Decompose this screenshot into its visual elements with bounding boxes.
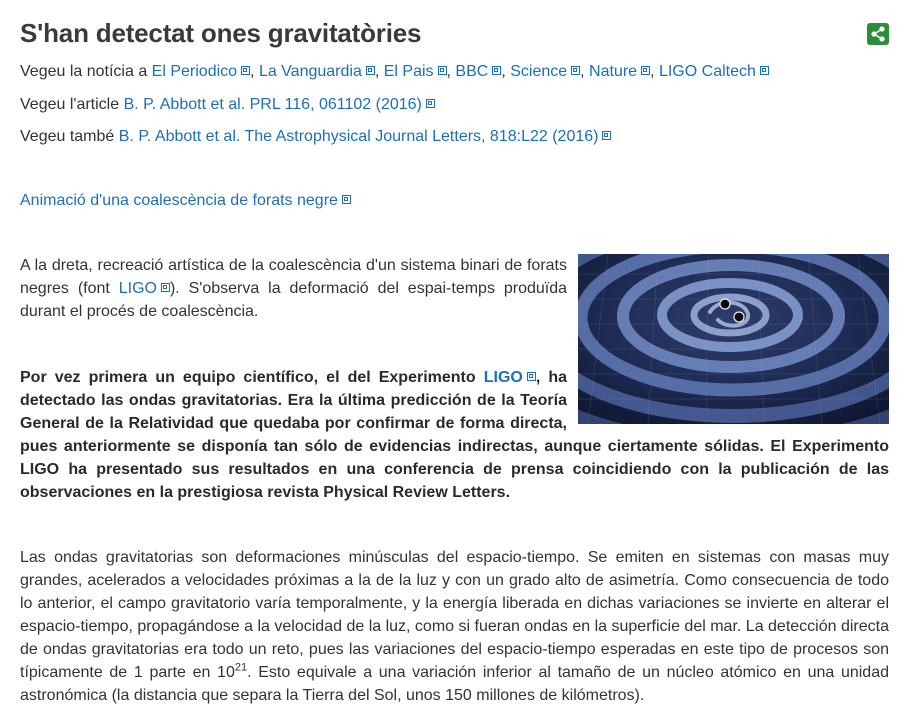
page-title: S'han detectat ones gravitatòries [20,18,422,48]
news-line: Vegeu la notícia a El Periodico , La Vanguardia , El Pais , BBC , Science , Nature , LIGO Caltech [20,62,769,82]
external-link-icon [342,195,351,204]
article-link[interactable]: B. P. Abbott et al. PRL 116, 061102 (2016) [123,96,422,113]
announcement-text-2: , ha detectado las ondas gravitatorias. Era la última predicción de la Teoría General de la Relatividad que quedaba por confirmar de forma directa, pues anteriormente se disponía tan sólo de evidencias indirectas, aunque ciertamente sólidas. El Experimento LIGO ha presentado sus resultados en una conferencia de prensa coincidiendo con la publicación de las observaciones en la prestigiosa revista Physical Review Letters. [20,369,889,501]
news-link-elpais[interactable]: El Pais [383,63,434,80]
animation-link[interactable]: Animació d'una coalescència de forats negre [20,192,338,209]
share-button[interactable] [867,23,889,45]
intro-paragraph [20,254,567,323]
news-link-lavanguardia[interactable]: La Vanguardia [258,63,362,80]
external-link-icon [241,66,250,75]
news-prefix: Vegeu la notícia a [20,63,148,80]
intro-text-2: ). S'observa la deformació del espai-temps produïda durant el procés de coalescència. [20,280,568,320]
external-link-icon [602,131,611,140]
also-prefix: Vegeu també [20,128,115,145]
news-link-bbc[interactable]: BBC [455,63,489,80]
external-link-icon [492,66,501,75]
announcement-paragraph [20,366,889,504]
intro-ligo-link[interactable]: LIGO [118,280,157,297]
news-link-elperiodico[interactable]: El Periodico [151,63,238,80]
external-link-icon [426,99,435,108]
waves-text-2: . Esto equivale a una variación inferior al tamaño de un núcleo atómico en una unidad astronómica (la distancia que separa la Tierra del Sol, unos 150 millones de kilómetros). [20,664,889,704]
waves-paragraph [20,546,889,707]
animation-line [20,191,351,211]
external-link-icon [161,283,170,292]
news-link-science[interactable]: Science [510,63,568,80]
external-link-icon [571,66,580,75]
external-link-icon [366,66,375,75]
article-prefix: Vegeu l'article [20,96,120,113]
announcement-ligo-link[interactable]: LIGO [483,369,523,386]
external-link-icon [438,66,447,75]
news-link-ligo-caltech[interactable]: LIGO Caltech [658,63,756,80]
external-link-icon [760,66,769,75]
intro-text-1: A la dreta, recreació artística de la coalescència d'un sistema binari de forats negres (font [20,257,567,297]
also-line [20,127,611,147]
article-line [20,95,435,115]
share-icon [867,23,889,45]
external-link-icon [527,372,536,381]
announcement-text-1: Por vez primera un equipo científico, el del Experimento [20,369,484,386]
waves-exponent: 21 [234,661,248,674]
waves-text-1: Las ondas gravitatorias son deformaciones minúsculas del espacio-tiempo. Se emiten en sistemas con masas muy grandes, acelerados a velocidades próximas a la de la luz y con un grado alto de asimetría. Como consecuencia de todo lo anterior, el campo gravitatorio varía temporalmente, y la energía liberada en dichas variaciones se invierte en alterar el espacio-tiempo, propagándose a la velocidad de la luz, como si fueran ondas en la superficie del mar. La detección directa de ondas gravitatorias era todo un reto, pues las variaciones del espacio-tiempo esperadas en este tipo de procesos son típicamente de 1 parte en 10 [20,549,889,681]
also-link[interactable]: B. P. Abbott et al. The Astrophysical Journal Letters, 818:L22 (2016) [118,128,599,145]
news-link-nature[interactable]: Nature [589,63,638,80]
external-link-icon [641,66,650,75]
image-float-spacer [567,366,889,424]
